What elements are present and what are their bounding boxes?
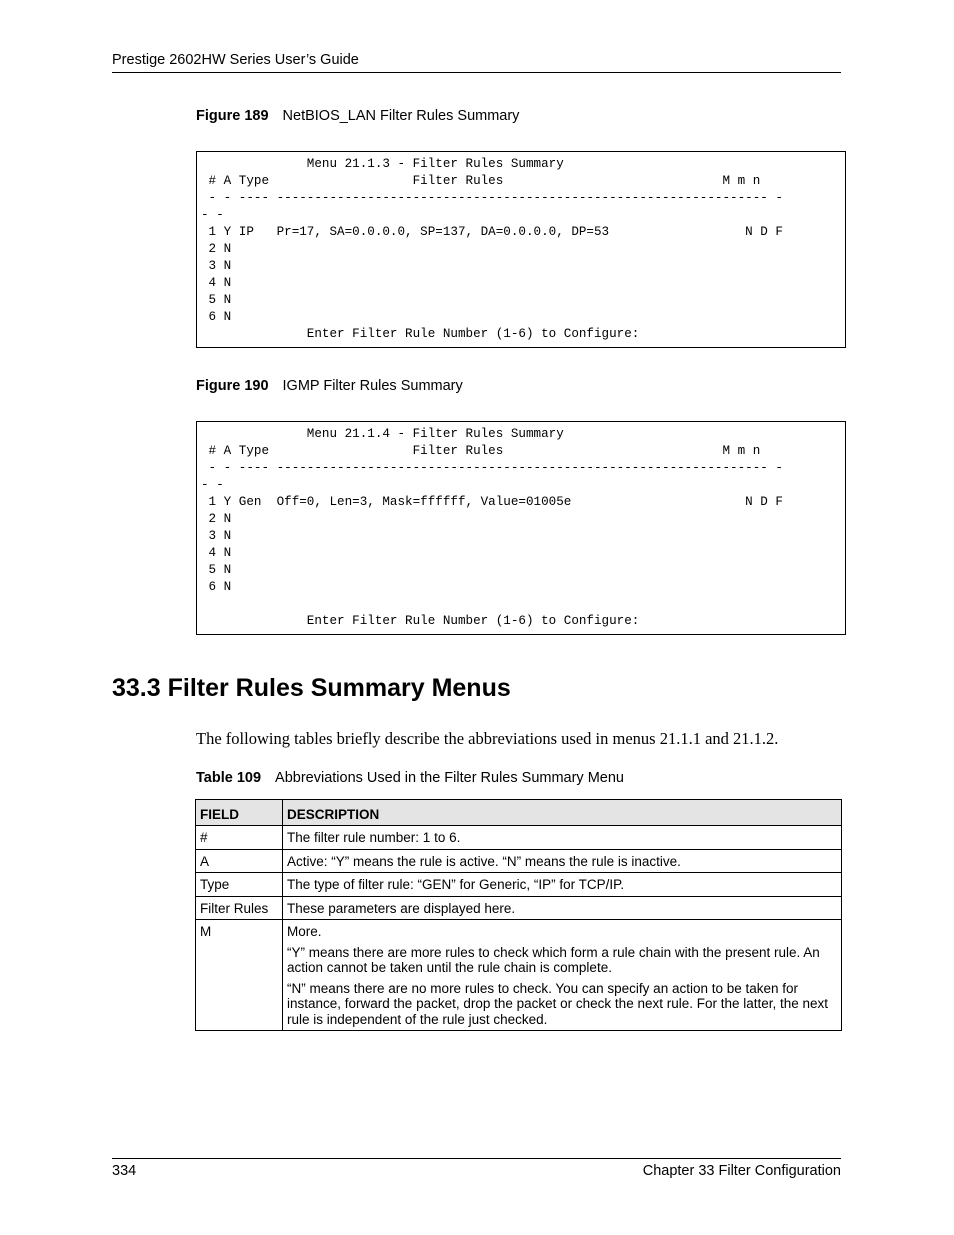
description-paragraph: “N” means there are no more rules to check. You can specify an action to be taken for instance, forward the packet, drop the packet or check the next rule. For the latter, the next rule is independent of the rule just checked. (287, 980, 829, 1027)
description-cell (283, 849, 842, 873)
figure-190-caption (196, 378, 463, 394)
table-row (196, 873, 842, 897)
table-row (196, 920, 842, 1031)
figure-189-screen (196, 151, 846, 348)
field-cell: # (196, 826, 283, 850)
table-caption-text: Abbreviations Used in the Filter Rules Summary Menu (275, 770, 624, 786)
column-header-description: DESCRIPTION (283, 800, 842, 826)
description-paragraph: Active: “Y” means the rule is active. “N” means the rule is inactive. (287, 853, 681, 869)
figure-caption-text: NetBIOS_LAN Filter Rules Summary (282, 108, 520, 124)
description-cell (283, 873, 842, 897)
field-cell: Filter Rules (196, 896, 283, 920)
field-cell: Type (196, 873, 283, 897)
page-number: 334 (112, 1163, 137, 1179)
page-header (112, 52, 841, 73)
table-row (196, 849, 842, 873)
figure-caption-text: IGMP Filter Rules Summary (282, 378, 463, 394)
description-paragraph: These parameters are displayed here. (287, 900, 516, 916)
field-cell: A (196, 849, 283, 873)
description-cell (283, 896, 842, 920)
description-paragraph: The type of filter rule: “GEN” for Generic, “IP” for TCP/IP. (287, 877, 625, 892)
screen-text: Menu 21.1.3 - Filter Rules Summary # A Type Filter Rules M m n - - ---- ----------------------------------------------------------------- - - - 1 Y IP Pr=17, SA=0.0.0.0, SP=137, DA=0.0.0.0, DP=53 N D F 2 N 3 N 4 N 5 N 6 N Enter Filter Rule Number (1-6) to Configure: (201, 157, 783, 341)
description-paragraph: The filter rule number: 1 to 6. (287, 830, 461, 845)
table-109-caption (196, 770, 624, 786)
field-cell: M (196, 920, 283, 1031)
column-header-field: FIELD (196, 800, 283, 826)
figure-label: Figure 189 (196, 108, 269, 124)
figure-190-screen (196, 421, 846, 635)
table-header-row (196, 800, 842, 826)
description-paragraph: More. (287, 924, 322, 939)
guide-title: Prestige 2602HW Series User’s Guide (112, 52, 359, 68)
table-label: Table 109 (196, 770, 262, 786)
table-row (196, 826, 842, 850)
page-footer (112, 1158, 841, 1179)
table-body (196, 826, 842, 1031)
section-intro: The following tables briefly describe the abbreviations used in menus 21.1.1 and 21.1.2. (196, 729, 779, 748)
table-row (196, 896, 842, 920)
figure-label: Figure 190 (196, 378, 269, 394)
description-paragraph: “Y” means there are more rules to check which form a rule chain with the present rule. An action cannot be taken until the rule chain is complete. (287, 944, 820, 975)
section-title: 33.3 Filter Rules Summary Menus (112, 674, 511, 702)
description-cell (283, 920, 842, 1031)
figure-189-caption (196, 108, 519, 124)
abbreviations-table (195, 799, 842, 1031)
description-cell (283, 826, 842, 850)
chapter-title: Chapter 33 Filter Configuration (642, 1163, 841, 1179)
screen-text: Menu 21.1.4 - Filter Rules Summary # A Type Filter Rules M m n - - ---- ----------------------------------------------------------------- - - - 1 Y Gen Off=0, Len=3, Mask=ffffff, Value=01005e N D F 2 N 3 N 4 N 5 N 6 N Enter Filter Rule Number (1-6) to Configure: (201, 427, 783, 628)
